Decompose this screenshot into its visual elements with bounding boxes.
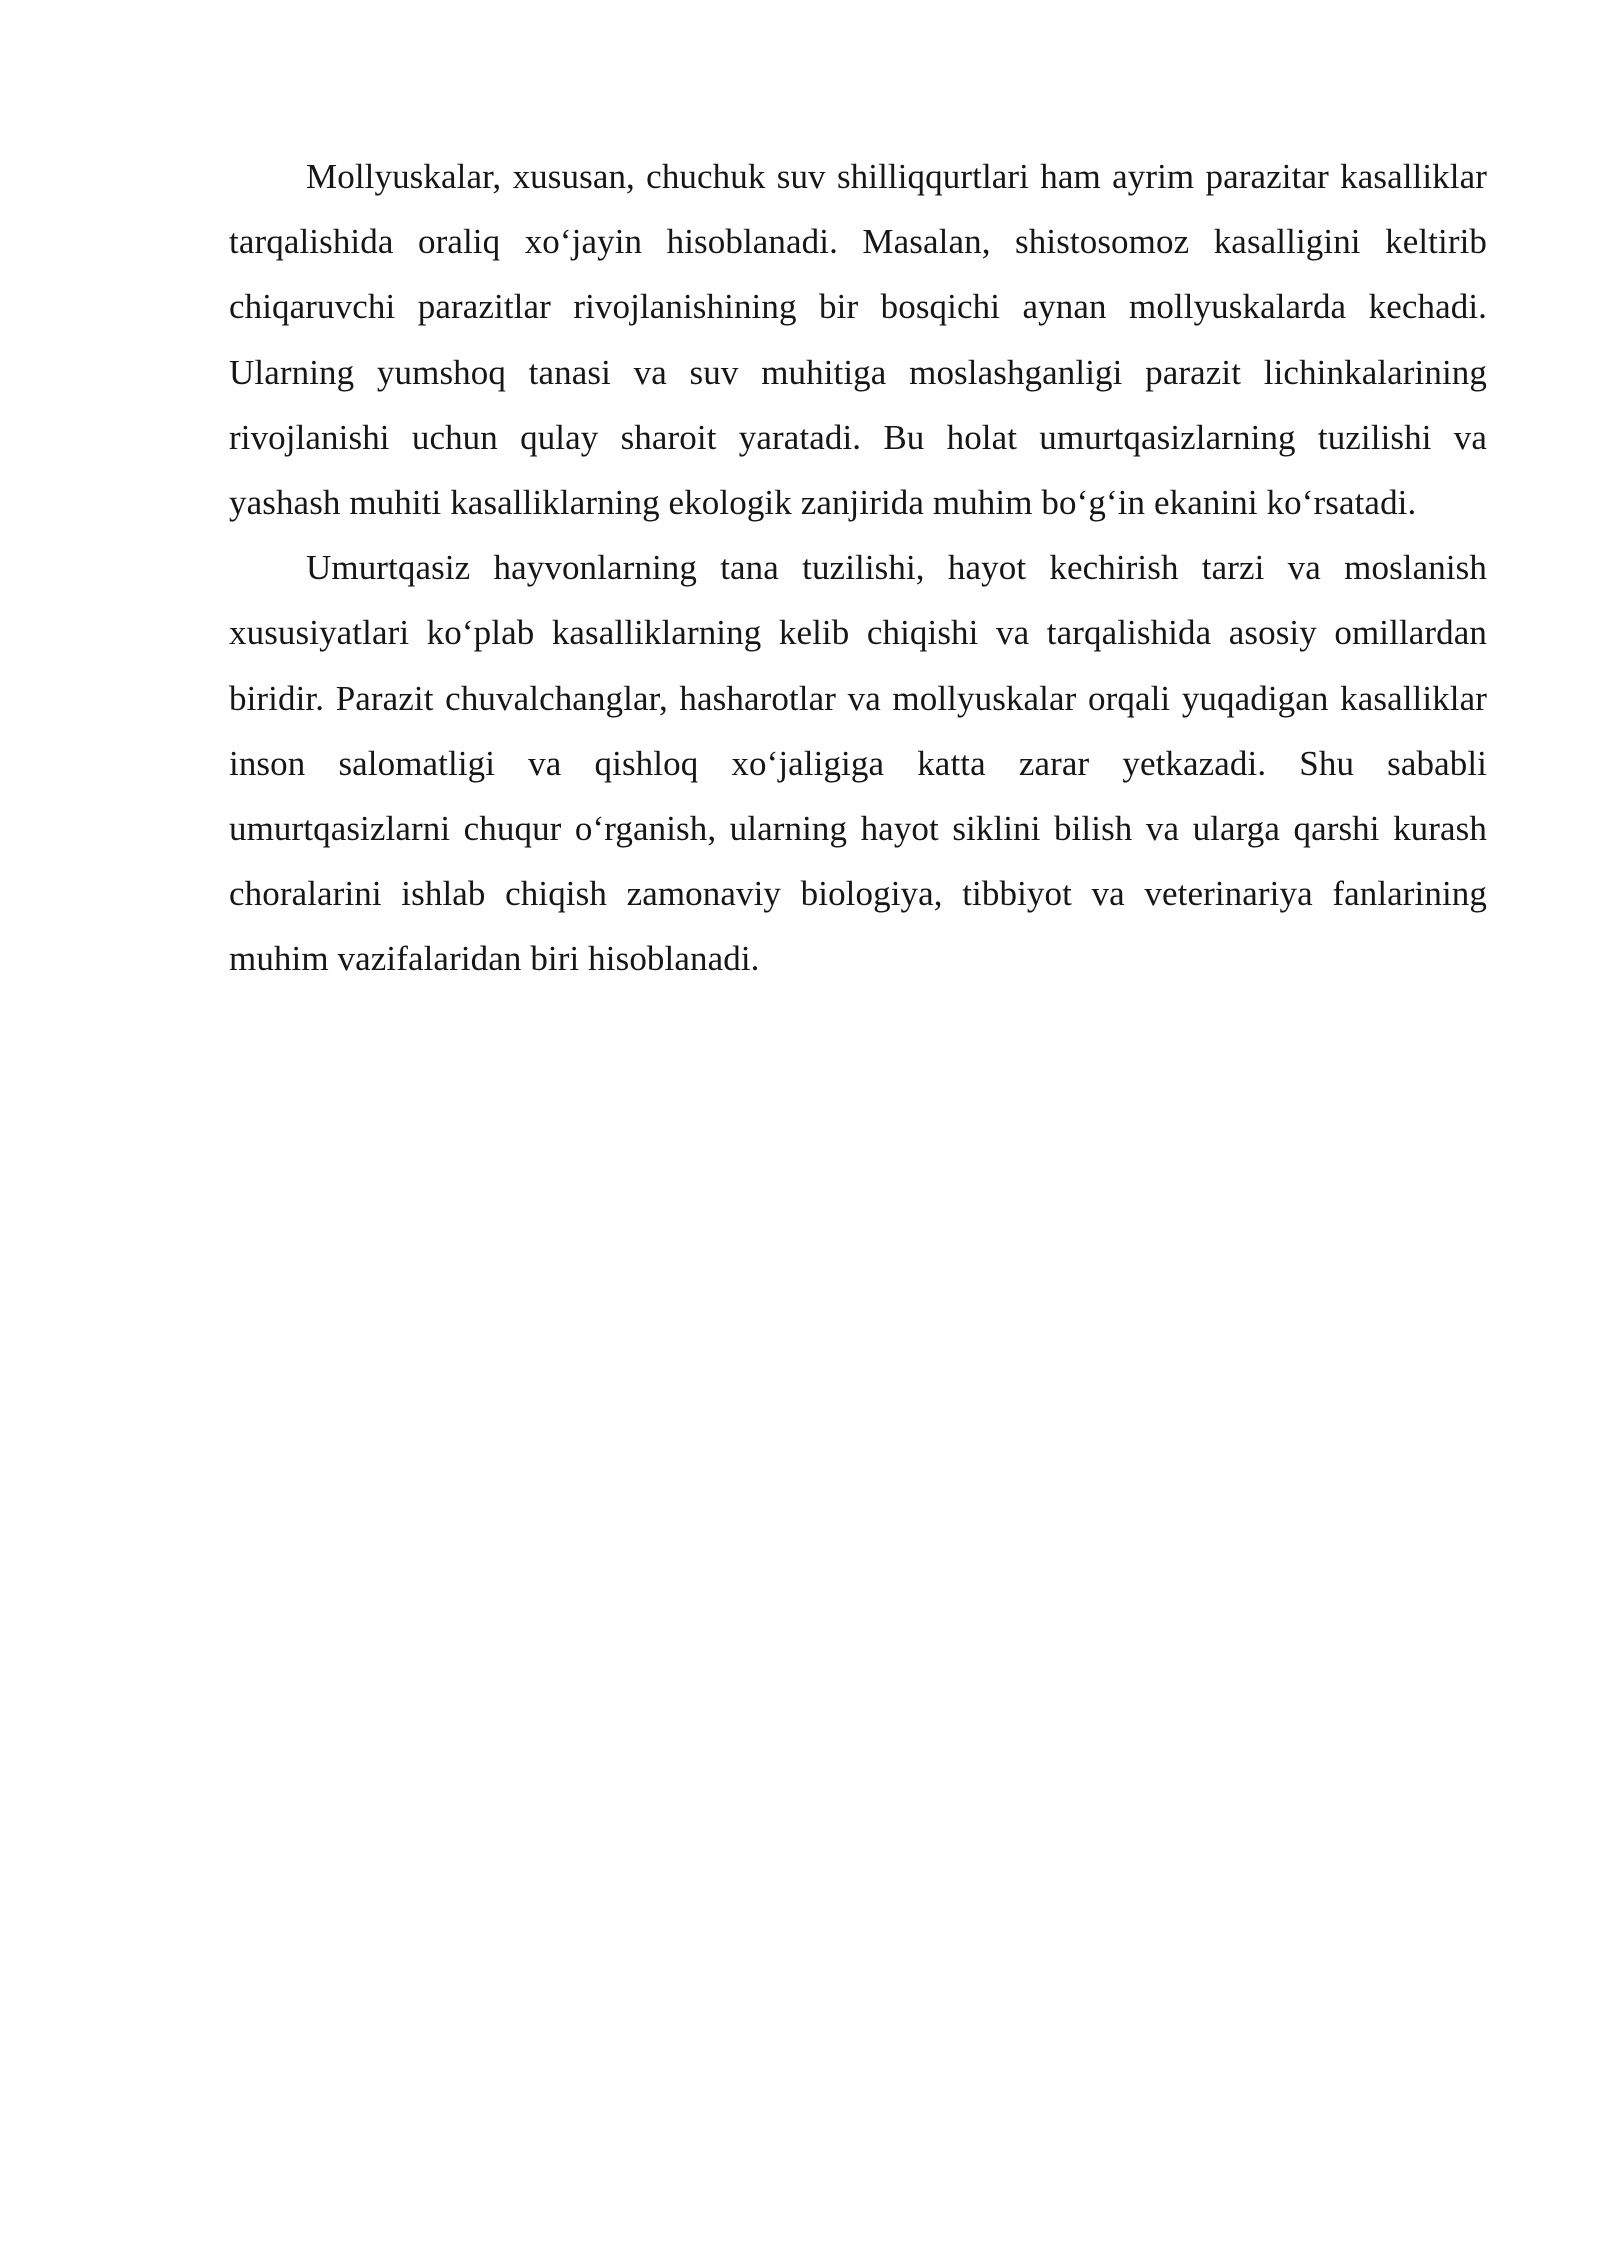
body-text (229, 144, 1487, 992)
paragraph-mollusks: Mollyuskalar, xususan, chuchuk suv shilliqqurtlari ham ayrim parazitar kasalliklar tarqalishida oraliq xo‘jayin hisoblanadi. Masalan, shistosomoz kasalligini keltirib chiqaruvchi parazitlar rivojlanishining bir bosqichi aynan mollyuskalarda kechadi. Ularning yumshoq tanasi va suv muhitiga moslashganligi parazit lichinkalarining rivojlanishi uchun qulay sharoit yaratadi. Bu holat umurtqasizlarning tuzilishi va yashash muhiti kasalliklarning ekologik zanjirida muhim bo‘g‘in ekanini ko‘rsatadi. (229, 157, 1487, 523)
paragraph-invertebrates-conclusion: Umurtqasiz hayvonlarning tana tuzilishi, hayot kechirish tarzi va moslanish xususiyatlari ko‘plab kasalliklarning kelib chiqishi va tarqalishida asosiy omillardan biridir. Parazit chuvalchanglar, hasharotlar va mollyuskalar orqali yuqadigan kasalliklar inson salomatligi va qishloq xo‘jaligiga katta zarar yetkazadi. Shu sababli umurtqasizlarni chuqur o‘rganish, ularning hayot siklini bilish va ularga qarshi kurash choralarini ishlab chiqish zamonaviy biologiya, tibbiyot va veterinariya fanlarining muhim vazifalaridan biri hisoblanadi. (229, 548, 1487, 979)
